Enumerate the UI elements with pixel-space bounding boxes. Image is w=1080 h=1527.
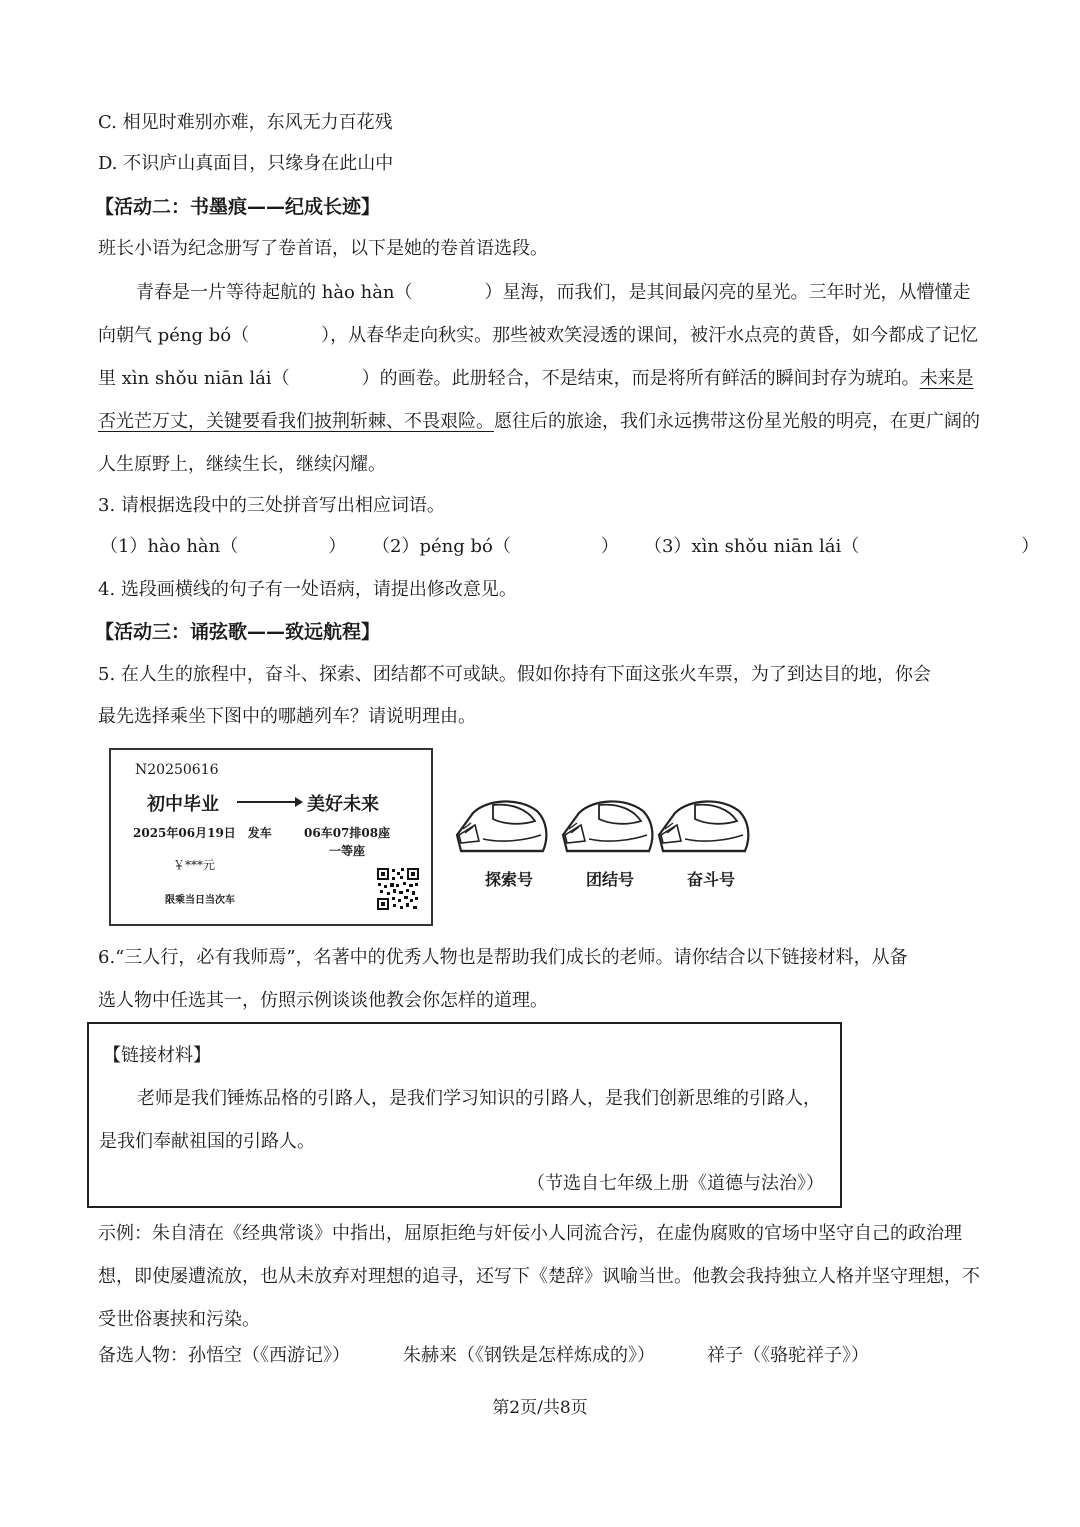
option-c: C. 相见时难别亦难，东风无力百花残 [98,112,393,133]
material-line-2: 是我们奉献祖国的引路人。 [99,1131,315,1152]
example-text: 示例：朱自清在《经典常谈》中指出，屈原拒绝与奸佞小人同流合污，在虚伪腐败的官场中坚守自己的政治理想，即使屡遭流放，也从未放弃对理想的追寻，还写下《楚辞》讽喻当世。他教会我持独立人格并坚守理想，不受世俗裹挟和污染。 [98,1223,980,1330]
question-3-prompt: 3. 请根据选段中的三处拼音写出相应词语。 [98,495,445,516]
activity2-intro: 班长小语为纪念册写了卷首语，以下是她的卷首语选段。 [98,238,548,259]
ticket-from: 初中毕业 [147,794,219,815]
option-d: D. 不识庐山真面目，只缘身在此山中 [98,153,394,174]
material-title: 【链接材料】 [103,1045,211,1066]
activity2-title: 【活动二：书墨痕——纪成长迹】 [95,196,381,218]
ticket-to: 美好未来 [307,794,379,815]
underlined-sentence: 未来是否光芒万丈，关键要看我们披荆斩棘、不畏艰险。 [98,368,974,432]
ticket-note: 限乘当日当次车 [165,895,235,906]
train-strive-icon [655,795,753,857]
activity3-title: 【活动三：诵弦歌——致远航程】 [95,621,381,643]
train-label-unity: 团结号 [585,870,634,889]
train-label-strive: 奋斗号 [686,870,735,889]
qr-code-icon [376,867,420,911]
page-number: 第2页/共8页 [492,1398,588,1418]
example-paragraph [98,1212,982,1341]
passage-text-2: 愿往后的旅途，我们永远携带这份星光般的明亮，在更广阔的人生原野上，继续生长，继续闪耀。 [98,411,980,475]
train-unity-icon [559,795,657,857]
q3-blank-3[interactable]: （3）xìn shǒu niān lái（ ） [644,536,1040,557]
material-line-1: 老师是我们锤炼品格的引路人，是我们学习知识的引路人，是我们创新思维的引路人， [137,1088,821,1109]
candidate-1: 备选人物：孙悟空（《西游记》） [98,1345,350,1366]
question-6-line2: 选人物中任选其一，仿照示例谈谈他教会你怎样的道理。 [98,990,548,1011]
ticket-price: ￥***元 [173,858,216,872]
arrow-icon [237,794,303,810]
preface-passage [98,271,982,486]
candidate-3: 祥子（《骆驼祥子》） [707,1345,869,1366]
material-source: （节选自七年级上册《道德与法治》） [527,1173,824,1194]
question-6-line1: 6.“三人行，必有我师焉”，名著中的优秀人物也是帮助我们成长的老师。请你结合以下链接材料，从备 [98,947,908,968]
ticket-seat: 06车07排08座 [304,826,391,840]
question-4: 4. 选段画横线的句子有一处语病，请提出修改意见。 [98,579,517,600]
ticket-date: 2025年06月19日 发车 [133,826,272,840]
ticket-class: 一等座 [329,844,366,858]
ticket-number: N20250616 [135,762,219,778]
question-5-line2: 最先选择乘坐下图中的哪趟列车？请说明理由。 [98,706,476,727]
train-ticket [109,748,433,926]
candidate-2: 朱赫来（《钢铁是怎样炼成的》） [403,1345,655,1366]
train-explore-icon [453,795,551,857]
passage-text-1: 青春是一片等待起航的 hào hàn（ ）星海，而我们，是其间最闪亮的星光。三年时光，从懵懂走向朝气 péng bó（ ），从春华走向秋实。那些被欢笑浸透的课间，被汗水点亮的黄昏，如今都成了记忆里 xìn shǒu niān lái（ ）的画卷。此册轻合，不是结束，而是将所有鲜活的瞬间封存为琥珀。 [98,282,979,389]
q3-blank-1[interactable]: （1）hào hàn（ ） [100,536,347,557]
link-material-box [87,1022,842,1208]
q3-blank-2[interactable]: （2）péng bó（ ） [372,536,619,557]
question-5-line1: 5. 在人生的旅程中，奋斗、探索、团结都不可或缺。假如你持有下面这张火车票，为了到达目的地，你会 [98,664,931,685]
train-label-explore: 探索号 [484,870,533,889]
